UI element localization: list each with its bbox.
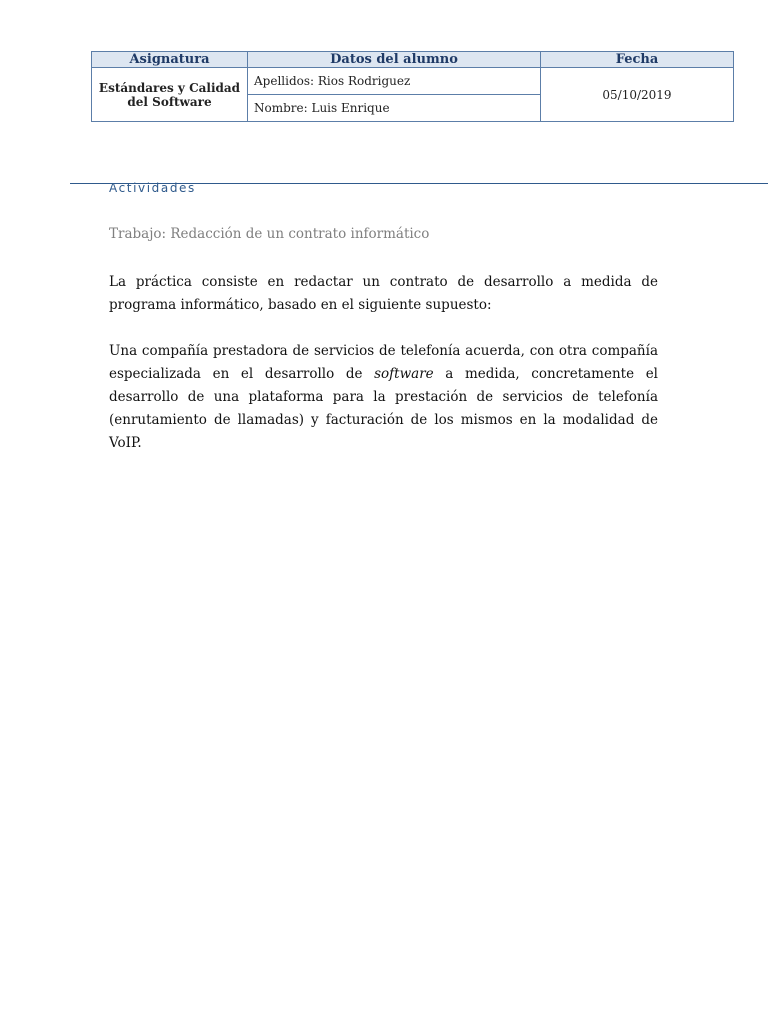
subject-name-line2: del Software	[127, 94, 212, 109]
scenario-text-start: Una compañía prestadora de servicios de telefonía acuerda, con otra compañía especializada en el desarrollo de	[109, 343, 658, 382]
header-row	[92, 52, 734, 68]
name-cell: Nombre: Luis Enrique	[248, 95, 541, 122]
scenario-text-end: a medida, concretamente el desarrollo de una plataforma para la prestación de servicios de telefonía (enrutamiento de llamadas) y facturación de los mismos en la modalidad de VoIP.	[109, 366, 659, 451]
subject-column-header: Asignatura	[92, 52, 248, 68]
scenario-text-italic: software	[374, 366, 434, 382]
student-column-header: Datos del alumno	[248, 52, 541, 68]
header-table	[91, 51, 734, 122]
surname-row	[92, 68, 734, 95]
paragraph-scenario	[109, 340, 658, 455]
date-column-header: Fecha	[541, 52, 734, 68]
date-cell: 05/10/2019	[541, 68, 734, 122]
paragraph-intro: La práctica consiste en redactar un contrato de desarrollo a medida de programa informático, basado en el siguiente supuesto:	[109, 274, 658, 313]
surname-cell: Apellidos: Rios Rodriguez	[248, 68, 541, 95]
assignment-subtitle: Trabajo: Redacción de un contrato informático	[109, 226, 430, 242]
subject-cell	[92, 68, 248, 122]
section-label: Actividades	[109, 181, 196, 195]
subject-name-line1: Estándares y Calidad	[98, 80, 241, 95]
